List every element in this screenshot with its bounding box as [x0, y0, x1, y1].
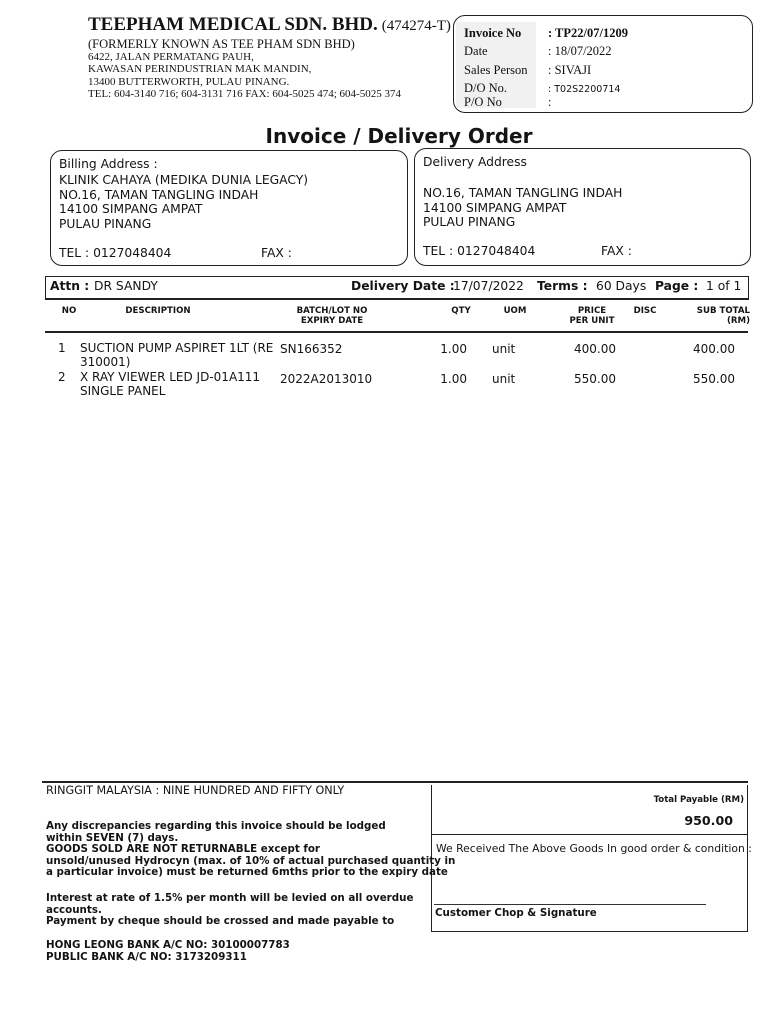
billing-address-box	[50, 150, 408, 266]
terms-conditions-block	[46, 821, 455, 879]
col-header-price	[562, 306, 622, 326]
row-description-line1: X RAY VIEWER LED JD-01A111	[80, 370, 261, 384]
row-subtotal: 550.00	[693, 372, 735, 386]
delivery-fax: FAX :	[601, 244, 632, 258]
sales-person-value: : SIVAJI	[548, 63, 592, 77]
bank-account-line: PUBLIC BANK A/C NO: 3173209311	[46, 950, 247, 963]
row-description-line2: SINGLE PANEL	[80, 383, 166, 398]
row-no: 1	[58, 341, 66, 355]
invoice-no-row	[464, 26, 628, 41]
row-no: 2	[58, 370, 66, 384]
delivery-address-line: NO.16, TAMAN TANGLING INDAH	[423, 186, 623, 200]
delivery-date-label: Delivery Date :	[351, 279, 455, 293]
bank-accounts-block	[46, 940, 290, 963]
delivery-date-value: 17/07/2022	[453, 279, 524, 293]
page-label: Page :	[655, 279, 699, 293]
sales-person-row	[464, 63, 591, 78]
table-header-rule	[45, 331, 748, 333]
billing-address-line: PULAU PINANG	[59, 216, 152, 231]
interest-payment-block	[46, 893, 413, 928]
delivery-address-line: PULAU PINANG	[423, 215, 516, 229]
company-former-name: (FORMERLY KNOWN AS TEE PHAM SDN BHD)	[88, 37, 355, 51]
billing-address-line: KLINIK CAHAYA (MEDIKA DUNIA LEGACY)	[59, 173, 308, 187]
signature-line	[434, 904, 706, 905]
col-header-uom: UOM	[503, 306, 527, 316]
col-header-batch-line2: EXPIRY DATE	[300, 316, 364, 326]
row-qty: 1.00	[440, 372, 467, 386]
invoice-date-value: : 18/07/2022	[548, 44, 612, 58]
amount-in-words: RINGGIT MALAYSIA : NINE HUNDRED AND FIFTY ONLY	[46, 784, 345, 797]
row-qty: 1.00	[440, 342, 467, 356]
delivery-address-label: Delivery Address	[423, 155, 527, 169]
terms-line: unsold/unused Hydrocyn (max. of 10% of actual purchased quantity in	[46, 854, 456, 867]
row-description-line1: SUCTION PUMP ASPIRET 1LT (RE	[80, 341, 274, 355]
terms-line: Interest at rate of 1.5% per month will be levied on all overdue	[46, 892, 414, 904]
row-uom: unit	[492, 342, 516, 356]
billing-address-line: NO.16, TAMAN TANGLING INDAH	[59, 187, 259, 202]
do-no-value: : T02S2200714	[548, 84, 621, 95]
po-no-label: P/O No	[464, 95, 502, 109]
terms-value: 60 Days	[596, 279, 647, 293]
delivery-tel: TEL : 0127048404	[423, 244, 536, 258]
delivery-address-lines	[423, 186, 622, 230]
company-address	[88, 51, 448, 100]
row-uom: unit	[492, 372, 516, 386]
terms-line: Any discrepancies regarding this invoice should be lodged	[46, 820, 386, 832]
customer-chop-label: Customer Chop & Signature	[435, 907, 597, 919]
invoice-date-row	[464, 44, 612, 59]
col-header-disc: DISC	[633, 306, 657, 316]
row-batch: SN166352	[280, 342, 343, 356]
company-contact-line: TEL: 604-3140 716; 604-3131 716 FAX: 604-5025 474; 604-5025 374	[88, 87, 401, 100]
company-address-line: 6422, JALAN PERMATANG PAUH,	[88, 51, 254, 63]
delivery-address-line: 14100 SIMPANG AMPAT	[423, 200, 567, 215]
col-header-description: DESCRIPTION	[125, 306, 191, 316]
terms-label: Terms :	[537, 279, 588, 293]
row-description	[80, 371, 260, 398]
terms-line: a particular invoice) must be returned 6mths prior to the expiry date	[46, 866, 448, 878]
billing-tel: TEL : 0127048404	[59, 246, 172, 260]
terms-line: Payment by cheque should be crossed and made payable to	[46, 915, 395, 927]
col-header-price-line1: PRICE	[577, 306, 607, 316]
terms-line: GOODS SOLD ARE NOT RETURNABLE except for	[46, 843, 320, 855]
row-subtotal: 400.00	[693, 342, 735, 356]
col-header-no: NO	[61, 306, 77, 316]
total-payable-label: Total Payable (RM)	[653, 795, 744, 805]
col-header-price-line2: PER UNIT	[569, 316, 615, 326]
company-reg-no: (474274-T)	[381, 18, 451, 34]
do-no-row	[464, 81, 620, 96]
document-title: Invoice / Delivery Order	[265, 124, 533, 148]
do-no-label: D/O No.	[464, 81, 508, 95]
invoice-no-label: Invoice No	[464, 26, 522, 40]
sales-person-label: Sales Person	[464, 63, 528, 77]
col-header-qty: QTY	[451, 306, 471, 316]
company-address-line: KAWASAN PERINDUSTRIAN MAK MANDIN,	[88, 63, 312, 76]
billing-fax: FAX :	[261, 246, 292, 260]
billing-address-lines	[59, 173, 308, 231]
total-payable-cell	[432, 785, 747, 835]
col-header-batch-line1: BATCH/LOT NO	[296, 306, 368, 316]
terms-line: accounts.	[46, 903, 102, 916]
attn-value: DR SANDY	[94, 279, 158, 293]
billing-address-line: 14100 SIMPANG AMPAT	[59, 202, 203, 216]
company-name-text: TEEPHAM MEDICAL SDN. BHD.	[88, 14, 378, 35]
row-description	[80, 342, 273, 369]
billing-address-label: Billing Address :	[59, 157, 158, 171]
company-name	[88, 14, 451, 36]
company-address-line: 13400 BUTTERWORTH, PULAU PINANG.	[88, 75, 290, 88]
row-price: 400.00	[574, 342, 616, 356]
attn-bar	[45, 276, 749, 300]
row-description-line2: 310001)	[80, 354, 131, 369]
col-header-subtotal-line1: SUB TOTAL	[696, 306, 750, 316]
goods-received-statement: We Received The Above Goods In good order & condition :	[436, 842, 752, 855]
row-price: 550.00	[574, 372, 616, 386]
invoice-date-label: Date	[464, 44, 488, 58]
col-header-subtotal-line2: (RM)	[726, 316, 750, 326]
total-payable-value: 950.00	[684, 813, 733, 828]
totals-signature-box	[431, 785, 752, 932]
bank-account-line: HONG LEONG BANK A/C NO: 30100007783	[46, 939, 290, 951]
po-no-value: :	[548, 95, 552, 109]
col-header-subtotal	[688, 306, 750, 326]
invoice-no-value: : TP22/07/1209	[548, 26, 628, 40]
col-header-batch	[282, 306, 382, 326]
attn-label: Attn :	[50, 279, 90, 293]
po-no-row	[464, 95, 551, 110]
delivery-address-box	[414, 148, 751, 266]
page-value: 1 of 1	[706, 279, 742, 293]
terms-line: within SEVEN (7) days.	[46, 831, 179, 844]
row-batch: 2022A2013010	[280, 372, 373, 386]
